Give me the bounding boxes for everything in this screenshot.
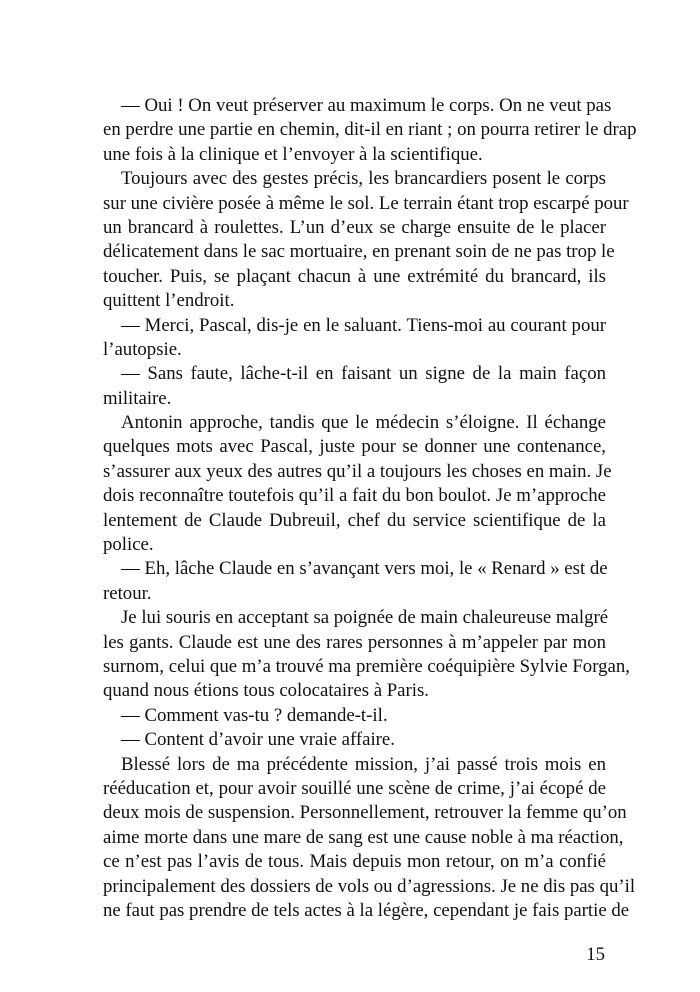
text-line: ne faut pas prendre de tels actes à la légère, cependant je fais partie de [103,899,630,921]
text-line: — Comment vas-tu ? demande-t-il. [121,704,388,726]
text-line: quand nous étions tous colocataires à Paris. [103,680,429,702]
text-line: — Merci, Pascal, dis-je en le saluant. Tiens-moi au courant pour [121,314,606,336]
text-line: rééducation et, pour avoir souillé une scène de crime, j’ai écopé de [103,777,606,799]
paragraph [103,314,606,363]
page-number: 15 [586,944,605,965]
text-line: sur une civière posée à même le sol. Le terrain étant trop escarpé pour [103,192,629,214]
text-line: police. [103,534,154,556]
text-line: Blessé lors de ma précédente mission, j’ai passé trois mois en [121,753,606,775]
paragraph [103,704,606,728]
text-line: militaire. [103,387,172,409]
text-line: surnom, celui que m’a trouvé ma première coéquipière Sylvie Forgan, [103,655,630,677]
text-line: — Content d’avoir une vraie affaire. [121,729,395,751]
text-line: aime morte dans une mare de sang est une cause noble à ma réaction, [103,826,624,848]
text-line: retour. [103,582,152,604]
text-line: — Oui ! On veut préserver au maximum le corps. On ne veut pas [121,95,612,116]
text-line: — Sans faute, lâche-t-il en faisant un signe de la main façon [121,363,606,385]
text-line: quittent l’endroit. [103,290,235,312]
paragraph [103,557,606,606]
text-line: toucher. Puis, se plaçant chacun à une extrémité du brancard, ils [103,265,606,287]
text-line: Toujours avec des gestes précis, les brancardiers posent le corps [121,168,606,190]
text-line: l’autopsie. [103,338,182,360]
page-body-text [103,94,637,923]
paragraph [103,606,630,704]
text-line: — Eh, lâche Claude en s’avançant vers moi, le « Renard » est de [121,558,608,580]
text-line: un brancard à roulettes. L’un d’eux se charge ensuite de le placer [103,216,606,238]
text-line: en perdre une partie en chemin, dit-il en riant ; on pourra retirer le drap [103,119,637,141]
text-line: Antonin approche, tandis que le médecin s’éloigne. Il échange [121,412,606,434]
text-line: Je lui souris en acceptant sa poignée de main chaleureuse malgré [121,607,609,629]
paragraph [103,94,637,167]
paragraph [103,362,606,411]
text-line: s’assurer aux yeux des autres qu’il a toujours les choses en main. Je [103,460,612,482]
text-line: principalement des dossiers de vols ou d’agressions. Je ne dis pas qu’il [103,875,636,897]
paragraph [103,167,629,313]
paragraph [103,728,606,752]
text-line: quelques mots avec Pascal, juste pour se donner une contenance, [103,436,606,458]
text-line: lentement de Claude Dubreuil, chef du service scientifique de la [103,509,606,531]
text-line: ce n’est pas l’avis de tous. Mais depuis mon retour, on m’a confié [103,851,606,873]
text-line: deux mois de suspension. Personnellement, retrouver la femme qu’on [103,802,627,824]
text-line: une fois à la clinique et l’envoyer à la scientifique. [103,143,483,165]
text-line: délicatement dans le sac mortuaire, en prenant soin de ne pas trop le [103,241,615,263]
text-line: dois reconnaître toutefois qu’il a fait du bon boulot. Je m’approche [103,485,606,507]
paragraph [103,411,612,557]
paragraph [103,753,636,924]
text-line: les gants. Claude est une des rares personnes à m’appeler par mon [103,631,606,653]
